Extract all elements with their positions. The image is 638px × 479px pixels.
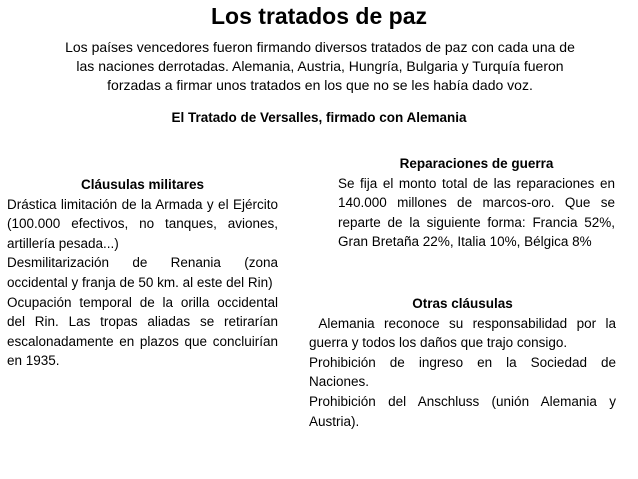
other-clause-3: Prohibición del Anschluss (unión Alemania y Austria).: [309, 393, 616, 429]
military-clause-1: Drástica limitación de la Armada y el Ejército (100.000 efectivos, no tanques, aviones, artillería pesada...): [7, 196, 278, 251]
war-reparations-text: Se fija el monto total de las reparaciones en 140.000 millones de marcos-oro. Que se reparte de la siguiente forma: Francia 52%, Gran Bretaña 22%, Italia 10%, Bélgica 8%: [338, 175, 615, 250]
section-subtitle: El Tratado de Versalles, firmado con Alemania: [171, 110, 467, 125]
intro-paragraph: Los países vencedores fueron firmando diversos tratados de paz con cada una de las naciones derrotadas. Alemania, Austria, Hungría, Bulgaria y Turquía fueron forzadas a firmar unos tratados en los que no se les había dado voz.: [65, 39, 575, 93]
other-clauses-heading: Otras cláusulas: [412, 296, 513, 311]
page-title: Los tratados de paz: [211, 3, 427, 29]
other-clause-1: Alemania reconoce su responsabilidad por la guerra y todos los daños que trajo consigo.: [309, 315, 620, 351]
military-clauses-heading: Cláusulas militares: [80, 177, 205, 192]
military-clause-3: Ocupación temporal de la orilla occidental del Rin. Las tropas aliadas se retirarían escalonadamente en plazos que concluirían en 1935.: [7, 294, 278, 369]
military-clause-2: Desmilitarización de Renania (zona occidental y franja de 50 km. al este del Rin): [7, 255, 278, 290]
other-clauses-section: [309, 294, 620, 431]
war-reparations-heading: Reparaciones de guerra: [399, 156, 554, 171]
other-clause-2: Prohibición de ingreso en la Sociedad de Naciones.: [309, 354, 616, 390]
war-reparations-section: [338, 154, 615, 252]
military-clauses-section: [7, 175, 278, 371]
